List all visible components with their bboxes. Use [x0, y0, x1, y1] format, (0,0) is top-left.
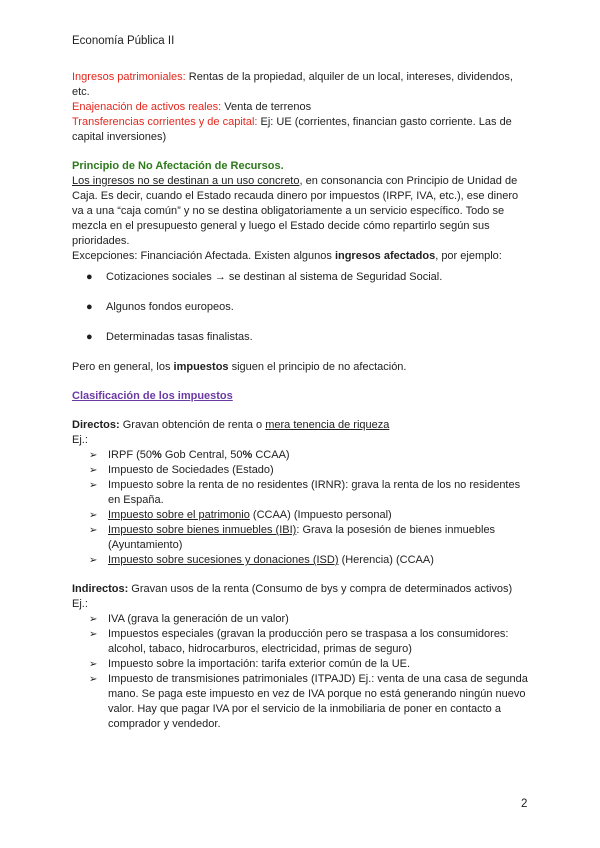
- indirect-taxes-line: Indirectos: Gravan usos de la renta (Consumo de bys y compra de determinados activos): [72, 583, 513, 595]
- patrimoniales-label: Ingresos patrimoniales:: [72, 71, 186, 83]
- income-patrimoniales: Ingresos patrimoniales: Rentas de la propiedad, alquiler de un local, intereses, dividendos, etc.: [72, 71, 513, 98]
- bullet-icon: ●: [86, 331, 93, 343]
- arrow-bullet-icon: ➢: [89, 450, 98, 461]
- arrow-bullet-icon: ➢: [89, 525, 98, 536]
- arrow-bullet-icon: ➢: [89, 674, 98, 685]
- principle-heading: Principio de No Afectación de Recursos.: [72, 160, 284, 172]
- conclusion-paragraph: Pero en general, los impuestos siguen el principio de no afectación.: [72, 361, 407, 373]
- list-item: ➢ IVA (grava la generación de un valor): [89, 613, 289, 625]
- principle-paragraph: Los ingresos no se destinan a un uso concreto, en consonancia con Principio de Unidad de Caja. Es decir, cuando el Estado recauda dinero por impuestos (IRPF, IVA, etc.), ese dinero va a una “caja común” y no se destina obligatoriamente a un servicio específico. Todo se mezcla en el presupuesto general y luego el Estado decide cómo repartirlo según sus prioridades.: [72, 175, 519, 247]
- list-item: ➢ Impuestos especiales (gravan la producción pero se traspasa a los consumidores: alcohol, tabaco, hidrocarburos, electricidad, primas de seguro): [89, 628, 509, 655]
- list-item: ➢ Impuesto sobre la importación: tarifa exterior común de la UE.: [89, 658, 411, 670]
- list-item: ➢ Impuesto de Sociedades (Estado): [89, 464, 274, 476]
- transferencias-label: Transferencias corrientes y de capital:: [72, 116, 258, 128]
- bullet-icon: ●: [86, 271, 93, 283]
- arrow-bullet-icon: ➢: [89, 659, 98, 670]
- income-enajenacion: Enajenación de activos reales: Venta de terrenos: [72, 101, 312, 113]
- page-content: [72, 70, 532, 732]
- bullet-icon: ●: [86, 301, 93, 313]
- list-item: ➢ Impuesto sobre bienes inmuebles (IBI): Grava la posesión de bienes inmuebles (Ayuntamiento): [89, 524, 496, 551]
- arrow-bullet-icon: ➢: [89, 465, 98, 476]
- arrow-bullet-icon: ➢: [89, 480, 98, 491]
- page-number: 2: [521, 798, 528, 810]
- list-item: ➢ Impuesto de transmisiones patrimoniales (ITPAJD) Ej.: venta de una casa de segunda mano. Se paga este impuesto en vez de IVA porque no está generando ningún nuevo valor. Hay que pagar IVA por el servicio de la inmobiliaria de poner en contacto a comprador y vendedor.: [89, 673, 528, 730]
- indirect-ej-label: Ej.:: [72, 598, 88, 610]
- arrow-bullet-icon: ➢: [89, 510, 98, 521]
- exceptions-list: [72, 270, 532, 345]
- arrow-bullet-icon: ➢: [89, 614, 98, 625]
- list-item: ● Cotizaciones sociales → se destinan al sistema de Seguridad Social.: [86, 271, 443, 283]
- list-item: ➢ Impuesto sobre sucesiones y donaciones (ISD) (Herencia) (CCAA): [89, 554, 434, 566]
- direct-taxes-line: Directos: Gravan obtención de renta o mera tenencia de riqueza: [72, 419, 390, 431]
- list-item: ● Algunos fondos europeos.: [86, 301, 234, 313]
- list-item: ● Determinadas tasas finalistas.: [86, 331, 253, 343]
- income-transferencias: Transferencias corrientes y de capital: Ej: UE (corrientes, financian gasto corriente. Las de capital inversiones): [72, 116, 512, 143]
- classification-heading[interactable]: Clasificación de los impuestos: [72, 390, 233, 402]
- arrow-bullet-icon: ➢: [89, 555, 98, 566]
- exceptions-paragraph: Excepciones: Financiación Afectada. Existen algunos ingresos afectados, por ejemplo:: [72, 250, 502, 262]
- list-item: ➢ Impuesto sobre la renta de no residentes (IRNR): grava la renta de los no residentes en España.: [89, 479, 521, 506]
- direct-ej-label: Ej.:: [72, 434, 88, 446]
- arrow-bullet-icon: ➢: [89, 629, 98, 640]
- list-item: ➢ IRPF (50% Gob Central, 50% CCAA): [89, 449, 290, 461]
- list-item: ➢ Impuesto sobre el patrimonio (CCAA) (Impuesto personal): [89, 509, 392, 521]
- enajenacion-label: Enajenación de activos reales:: [72, 101, 222, 113]
- direct-taxes-list: [72, 448, 532, 568]
- indirect-taxes-list: [72, 612, 532, 732]
- page-header: Economía Pública II: [72, 35, 175, 47]
